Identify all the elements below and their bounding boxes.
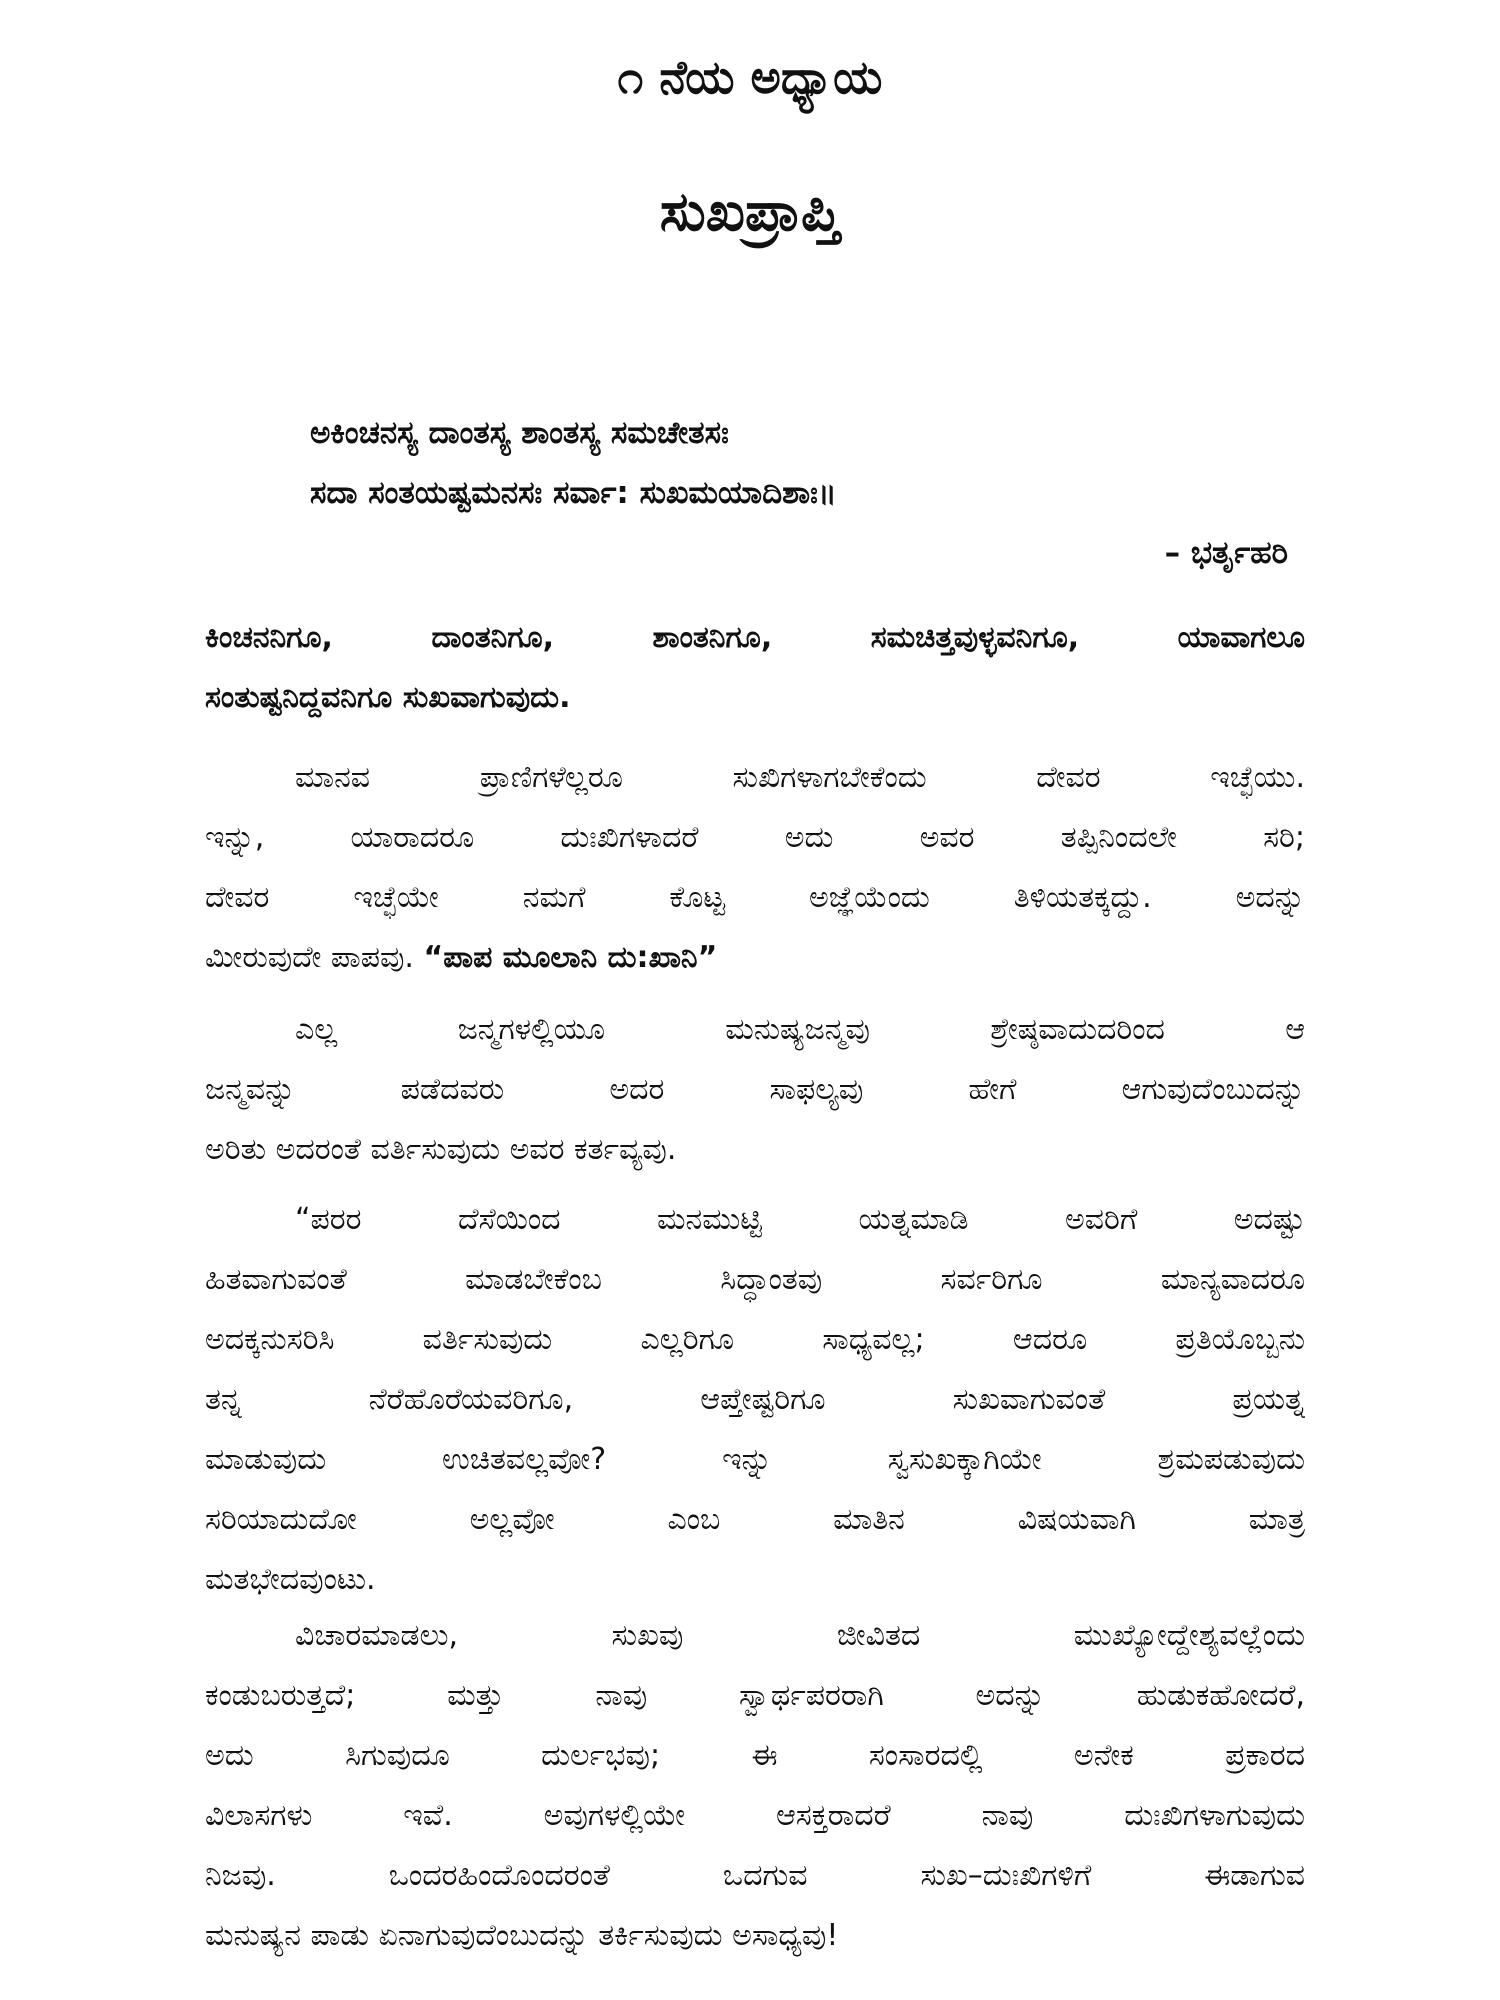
- paragraph-3-line-5: ಮಾಡುವುದು ಉಚಿತವಲ್ಲವೋ? ಇನ್ನು ಸ್ವಸುಖಕ್ಕಾಗಿಯೇ ಶ್ರಮಪಡುವುದು: [205, 1442, 1305, 1477]
- paragraph-2-line-3: ಅರಿತು ಅದರಂತೆ ವರ್ತಿಸುವುದು ಅವರ ಕರ್ತವ್ಯವು.: [205, 1132, 677, 1167]
- chapter-heading: ೧ ನೆಯ ಅಧ್ಯಾಯ: [617, 50, 883, 104]
- paragraph-1-line-1: ಮಾನವ ಪ್ರಾಣಿಗಳೆಲ್ಲರೂ ಸುಖಿಗಳಾಗಬೇಕೆಂದು ದೇವರ ಇಚ್ಛೆಯು.: [295, 760, 1305, 795]
- paragraph-1-line-3: ದೇವರ ಇಚ್ಛೆಯೇ ನಮಗೆ ಕೊಟ್ಟ ಅಜ್ಞೆಯೆಂದು ತಿಳಿಯತಕ್ಕದ್ದು. ಅದನ್ನು: [205, 880, 1305, 915]
- chapter-title: ಸುಖಪ್ರಾಪ್ತಿ: [659, 180, 841, 243]
- paragraph-1-line-2: ಇನ್ನು, ಯಾರಾದರೂ ದುಃಖಿಗಳಾದರೆ ಅದು ಅವರ ತಪ್ಪಿನಿಂದಲೇ ಸರಿ;: [205, 820, 1305, 855]
- paragraph-4-line-6: ಮನುಷ್ಯನ ಪಾಡು ಏನಾಗುವುದೆಂಬುದನ್ನು ತರ್ಕಿಸುವುದು ಅಸಾಧ್ಯವು!: [205, 1918, 839, 1953]
- paragraph-2-line-1: ಎಲ್ಲ ಜನ್ಮಗಳಲ್ಲಿಯೂ ಮನುಷ್ಯಜನ್ಮವು ಶ್ರೇಷ್ಠವಾದುದರಿಂದ ಆ: [295, 1012, 1305, 1047]
- paragraph-1-line-4-text: ಮೀರುವುದೇ ಪಾಪವು.: [205, 940, 414, 975]
- paragraph-3-line-6: ಸರಿಯಾದುದೋ ಅಲ್ಲವೋ ಎಂಬ ಮಾತಿನ ವಿಷಯವಾಗಿ ಮಾತ್ರ: [205, 1502, 1305, 1537]
- verse-translation: [205, 608, 1305, 728]
- paragraph-4-line-3: ಅದು ಸಿಗುವುದೂ ದುರ್ಲಭವು; ಈ ಸಂಸಾರದಲ್ಲಿ ಅನೇಕ ಪ್ರಕಾರದ: [205, 1738, 1305, 1773]
- paragraph-1-line-4: [205, 928, 1305, 988]
- paragraph-4-line-2: ಕಂಡುಬರುತ್ತದೆ; ಮತ್ತು ನಾವು ಸ್ವಾರ್ಥಪರರಾಗಿ ಅದನ್ನು ಹುಡುಕಹೋದರೆ,: [205, 1678, 1305, 1713]
- paragraph-2-line-2: ಜನ್ಮವನ್ನು ಪಡೆದವರು ಅದರ ಸಾಫಲ್ಯವು ಹೇಗೆ ಆಗುವುದೆಂಬುದನ್ನು: [205, 1072, 1305, 1107]
- paragraph-1: [205, 748, 1305, 988]
- paragraph-3-line-3: ಅದಕ್ಕನುಸರಿಸಿ ವರ್ತಿಸುವುದು ಎಲ್ಲರಿಗೂ ಸಾಧ್ಯವಲ್ಲ; ಆದರೂ ಪ್ರತಿಯೊಬ್ಬನು: [205, 1322, 1305, 1357]
- paragraph-4: [205, 1606, 1305, 1966]
- paragraph-3-line-7: ಮತಭೇದವುಂಟು.: [205, 1562, 376, 1597]
- paragraph-4-line-4: ವಿಲಾಸಗಳು ಇವೆ. ಅವುಗಳಲ್ಲಿಯೇ ಆಸಕ್ತರಾದರೆ ನಾವು ದುಃಖಿಗಳಾಗುವುದು: [205, 1798, 1305, 1833]
- paragraph-3-line-4: ತನ್ನ ನೆರೆಹೊರೆಯವರಿಗೂ, ಆಪ್ತೇಷ್ಟರಿಗೂ ಸುಖವಾಗುವಂತೆ ಪ್ರಯತ್ನ: [205, 1382, 1305, 1417]
- paragraph-3-line-2: ಹಿತವಾಗುವಂತೆ ಮಾಡಬೇಕೆಂಬ ಸಿದ್ಧಾಂತವು ಸರ್ವರಿಗೂ ಮಾನ್ಯವಾದರೂ: [205, 1262, 1305, 1297]
- verse-attribution: – ಭರ್ತೃಹರಿ: [1164, 535, 1288, 571]
- paragraph-3-line-1: “ಪರರ ದೆಸೆಯಿಂದ ಮನಮುಟ್ಟಿ ಯತ್ನಮಾಡಿ ಅವರಿಗೆ ಅದಷ್ಟು: [295, 1202, 1305, 1237]
- paragraph-3: [205, 1190, 1305, 1610]
- verse-line-1: ಅಕಿಂಚನಸ್ಯ ದಾಂತಸ್ಯ ಶಾಂತಸ್ಯ ಸಮಚೇತಸಃ: [310, 415, 729, 451]
- sanskrit-quote: “ಪಾಪ ಮೂಲಾನಿ ದು:ಖಾನಿ”: [423, 940, 718, 975]
- paragraph-4-line-5: ನಿಜವು. ಒಂದರಹಿಂದೊಂದರಂತೆ ಒದಗುವ ಸುಖ–ದುಃಖಿಗಳಿಗೆ ಈಡಾಗುವ: [205, 1858, 1305, 1893]
- paragraph-2: [205, 1000, 1305, 1180]
- paragraph-4-line-1: ವಿಚಾರಮಾಡಲು, ಸುಖವು ಜೀವಿತದ ಮುಖ್ಯೋದ್ದೇಶ್ಯವಲ್ಲೆಂದು: [295, 1618, 1305, 1653]
- verse-line-2: ಸದಾ ಸಂತಯಷ್ಟಮನಸಃ ಸರ್ವಾ: ಸುಖಮಯಾದಿಶಾಃ॥: [310, 475, 837, 511]
- translation-line-2: ಸಂತುಷ್ಟನಿದ್ದವನಿಗೂ ಸುಖವಾಗುವುದು.: [205, 680, 571, 715]
- translation-line-1: ಕಿಂಚನನಿಗೂ, ದಾಂತನಿಗೂ, ಶಾಂತನಿಗೂ, ಸಮಚಿತ್ತವುಳ್ಳವನಿಗೂ, ಯಾವಾಗಲೂ: [205, 620, 1305, 655]
